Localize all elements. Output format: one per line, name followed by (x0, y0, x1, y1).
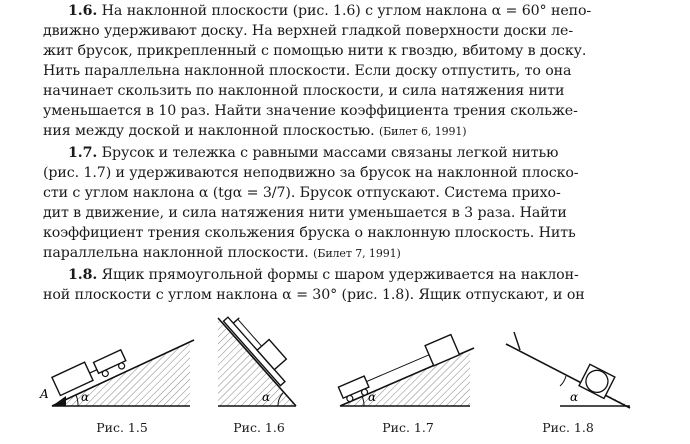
ticket-reference: (Билет 7, 1991) (313, 247, 401, 260)
angle-label: α (570, 390, 579, 404)
cart (94, 350, 126, 374)
problem-1-7-line-5: коэффициент трения скольжения бруска о наклонную плоскость. Нить (43, 225, 576, 241)
problem-1-6-line-2: движно удерживают доску. На верхней гладкой поверхности доски ле- (43, 23, 574, 39)
figure-1-8 (506, 332, 630, 408)
caption-fig-1-8: Рис. 1.8 (542, 420, 594, 435)
problem-1-7-line-4: дит в движение, и сила натяжения нити уменьшается в 3 раза. Найти (43, 205, 567, 221)
problem-number: 1.6. (68, 3, 98, 19)
problem-1-6-line-3: жит брусок, прикрепленный с помощью нити к гвоздю, вбитому в доску. (43, 43, 587, 59)
point-label: A (40, 387, 49, 401)
figure-1-7 (337, 335, 474, 406)
angle-arc (560, 376, 566, 386)
caption-fig-1-7: Рис. 1.7 (382, 420, 434, 435)
ticket-reference: (Билет 6, 1991) (378, 125, 467, 138)
caption-fig-1-5: Рис. 1.5 (96, 420, 148, 435)
problem-1-7-line-6: параллельна наклонной плоскости. (Билет 7, 1991) (43, 245, 401, 261)
problem-number: 1.8. (68, 267, 98, 283)
problem-1-6-line-1: 1.6. На наклонной плоскости (рис. 1.6) с углом наклона α = 60° непо- (68, 3, 592, 19)
problem-1-7-line-3: сти с углом наклона α (tgα = 3/7). Брусок отпускают. Система прихо- (43, 185, 561, 201)
figures-row (0, 300, 690, 444)
angle-label: α (262, 390, 271, 404)
problem-1-6-line-6: уменьшается в 10 раз. Найти значение коэффициента трения скольже- (43, 103, 578, 119)
problem-number: 1.7. (68, 145, 98, 161)
angle-label: α (81, 390, 90, 404)
problem-1-7-line-1: 1.7. Брусок и тележка с равными массами связаны легкой нитью (68, 145, 559, 161)
problem-1-8-line-2: ной плоскости с углом наклона α = 30° (рис. 1.8). Ящик отпускают, и он (43, 287, 585, 303)
problem-1-6-line-4: Нить параллельна наклонной плоскости. Если доску отпустить, то она (43, 63, 572, 79)
handle (514, 332, 520, 350)
thread (90, 370, 97, 373)
figure-1-6 (218, 307, 297, 406)
problem-1-6-line-7: ния между доской и наклонной плоскостью. (Билет 6, 1991) (43, 123, 467, 139)
caption-fig-1-6: Рис. 1.6 (233, 420, 285, 435)
figure-1-5 (39, 340, 194, 406)
angle-label: α (368, 390, 377, 404)
problem-1-8-line-1: 1.8. Ящик прямоугольной формы с шаром удерживается на наклон- (68, 267, 579, 283)
problem-1-6-line-5: начинает скользить по наклонной плоскости, и сила натяжения нити (43, 83, 565, 99)
problem-1-7-line-2: (рис. 1.7) и удерживаются неподвижно за брусок на наклонной плоско- (43, 165, 579, 181)
